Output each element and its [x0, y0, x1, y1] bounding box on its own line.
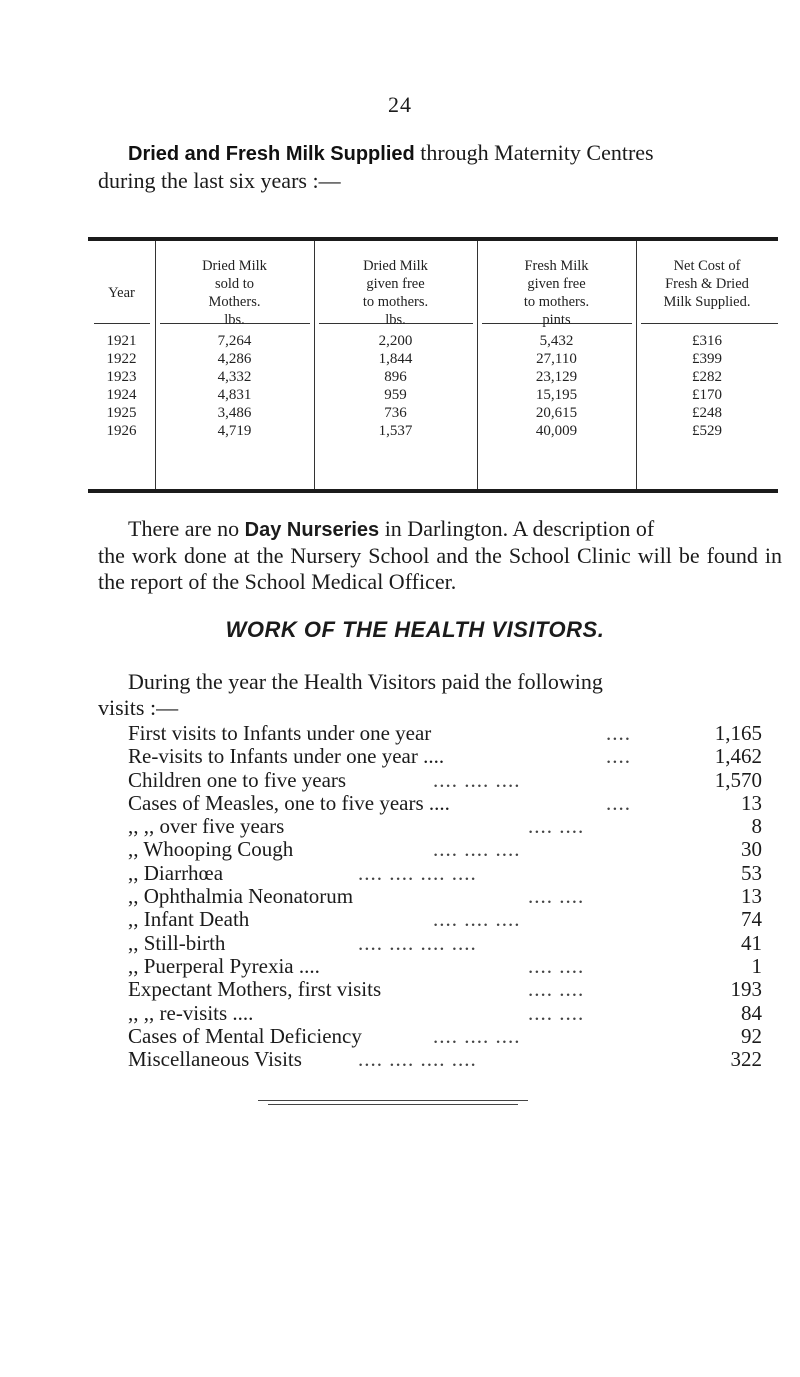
leader-dots: .... .... .... — [433, 767, 521, 792]
table-top-rule — [88, 237, 778, 241]
column-dried-sold — [155, 332, 314, 440]
table-cell: 1924 — [106, 387, 137, 403]
table-cell: 4,831 — [217, 387, 252, 403]
visit-label: Miscellaneous Visits — [128, 1047, 302, 1072]
visit-count: 53 — [741, 860, 762, 885]
visit-count: 193 — [730, 977, 762, 1002]
list-item — [128, 769, 762, 792]
column-net-cost — [636, 332, 778, 440]
list-item — [128, 1048, 762, 1071]
column-header-fresh-free: Fresh Milk given free to mothers. pints — [523, 258, 590, 328]
table-cell: 1925 — [106, 405, 137, 421]
leader-dots: .... — [606, 744, 631, 769]
table-cell: 23,129 — [535, 369, 578, 385]
visit-label: ,, ,, over five years — [128, 814, 285, 839]
list-item — [128, 955, 762, 978]
table-cell: £399 — [692, 351, 722, 367]
visit-count: 41 — [741, 930, 762, 955]
table-cell: 40,009 — [535, 423, 578, 439]
table-cell: 736 — [384, 405, 407, 421]
table-title-bold: Dried and Fresh Milk Supplied — [128, 143, 415, 165]
header-underline — [94, 323, 150, 324]
table-bottom-rule — [88, 489, 778, 493]
leader-dots: .... — [606, 721, 631, 745]
table-cell: 1922 — [106, 351, 137, 367]
table-cell: £170 — [692, 387, 722, 403]
visit-label: Expectant Mothers, first visits — [128, 977, 382, 1002]
list-item — [128, 722, 762, 745]
visit-label: ,, Ophthalmia Neonatorum — [128, 884, 354, 909]
list-item — [128, 908, 762, 931]
table-cell: 27,110 — [536, 351, 577, 367]
visit-label: ,, Diarrhœa — [128, 860, 224, 885]
leader-dots: .... .... — [528, 884, 585, 909]
paragraph-text: There are no — [128, 516, 245, 541]
table-cell: 7,264 — [217, 333, 252, 349]
table-cell: 15,195 — [535, 387, 578, 403]
leader-dots: .... .... .... — [433, 1023, 521, 1048]
list-item — [128, 745, 762, 768]
leader-dots: .... .... — [528, 1000, 585, 1025]
intro-line: During the year the Health Visitors paid the following — [128, 669, 603, 694]
column-header-net-cost: Net Cost of Fresh & Dried Milk Supplied. — [663, 258, 751, 310]
visits-intro — [98, 669, 782, 721]
visit-label: Cases of Measles, one to five years .... — [128, 790, 450, 815]
visit-count: 1,570 — [714, 767, 762, 792]
leader-dots: .... .... — [528, 977, 585, 1002]
list-item — [128, 1002, 762, 1025]
table-cell: 3,486 — [217, 405, 252, 421]
paragraph-text: the work done at the Nursery School and the School Clinic will be found in the report of the School Medical Officer. — [98, 543, 782, 594]
visit-count: 92 — [741, 1023, 762, 1048]
leader-dots: .... .... .... — [433, 907, 521, 932]
intro-line: visits :— — [98, 695, 179, 720]
visit-label: ,, ,, re-visits .... — [128, 1000, 254, 1025]
table-cell: 1,844 — [378, 351, 413, 367]
leader-dots: .... — [606, 790, 631, 815]
table-cell: 4,332 — [217, 369, 252, 385]
visit-label: ,, Puerperal Pyrexia .... — [128, 953, 320, 978]
visit-label: Children one to five years — [128, 767, 347, 792]
visit-label: First visits to Infants under one year — [128, 721, 432, 745]
visit-count: 13 — [741, 884, 762, 909]
visit-count: 84 — [741, 1000, 762, 1025]
leader-dots: .... .... — [528, 953, 585, 978]
visit-count: 8 — [751, 814, 762, 839]
visit-count: 30 — [741, 837, 762, 862]
leader-dots: .... .... — [528, 814, 585, 839]
column-fresh-free — [477, 332, 636, 440]
table-cell: £282 — [692, 369, 722, 385]
decorative-rule — [268, 1104, 518, 1105]
list-item — [128, 978, 762, 1001]
column-header-dried-sold: Dried Milk sold to Mothers. lbs. — [202, 258, 267, 328]
table-cell: £248 — [692, 405, 722, 421]
table-cell: 959 — [384, 387, 407, 403]
visit-count: 1,165 — [714, 721, 762, 745]
table-cell: 4,286 — [217, 351, 252, 367]
list-item — [128, 885, 762, 908]
column-header-year: Year — [108, 285, 135, 301]
table-cell: £316 — [692, 333, 722, 349]
column-header-dried-free: Dried Milk given free to mothers. lbs. — [362, 258, 429, 328]
visit-count: 13 — [741, 790, 762, 815]
leader-dots: .... .... .... .... — [358, 930, 477, 955]
column-year — [88, 332, 155, 440]
table-title-continuation: during the last six years :— — [98, 168, 341, 193]
decorative-rule — [258, 1100, 528, 1101]
table-cell: 2,200 — [378, 333, 413, 349]
visit-label: Re-visits to Infants under one year .... — [128, 744, 445, 769]
section-heading: WORK OF THE HEALTH VISITORS. — [225, 617, 605, 642]
visits-list — [128, 722, 762, 1071]
table-cell: 1921 — [106, 333, 137, 349]
visit-label: ,, Infant Death — [128, 907, 250, 932]
table-title-rest: through Maternity Centres — [414, 140, 654, 165]
page-number: 24 — [388, 92, 412, 117]
visit-label: ,, Whooping Cough — [128, 837, 294, 862]
paragraph-text: in Darlington. A description of — [379, 516, 655, 541]
table-cell: 1926 — [106, 423, 137, 439]
visit-label: ,, Still-birth — [128, 930, 226, 955]
table-cell: 4,719 — [217, 423, 252, 439]
table-title — [128, 140, 654, 166]
visit-count: 322 — [730, 1047, 762, 1072]
table-cell: 1,537 — [378, 423, 413, 439]
visit-count: 1,462 — [714, 744, 762, 769]
table-cell: £529 — [692, 423, 722, 439]
leader-dots: .... .... .... — [433, 837, 521, 862]
nurseries-paragraph — [98, 516, 782, 595]
list-item — [128, 815, 762, 838]
visit-count: 1 — [751, 953, 762, 978]
list-item — [128, 932, 762, 955]
list-item — [128, 862, 762, 885]
table-cell: 1923 — [106, 369, 137, 385]
leader-dots: .... .... .... .... — [358, 860, 477, 885]
list-item — [128, 792, 762, 815]
leader-dots: .... .... .... .... — [358, 1047, 477, 1072]
list-item — [128, 838, 762, 861]
milk-supply-table — [88, 237, 778, 493]
table-cell: 20,615 — [535, 405, 578, 421]
table-cell: 5,432 — [539, 333, 574, 349]
visit-label: Cases of Mental Deficiency — [128, 1023, 362, 1048]
visit-count: 74 — [741, 907, 762, 932]
paragraph-bold-text: Day Nurseries — [244, 519, 380, 541]
column-dried-free — [314, 332, 477, 440]
table-cell: 896 — [384, 369, 407, 385]
header-underline — [641, 323, 778, 324]
list-item — [128, 1025, 762, 1048]
